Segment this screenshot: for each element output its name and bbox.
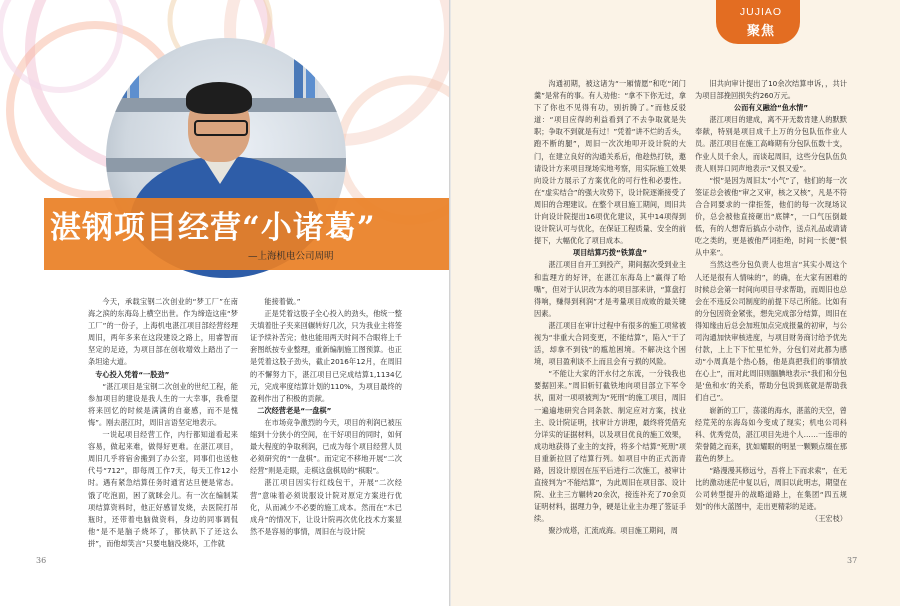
binder (318, 40, 327, 98)
subheading: 二次经营老是“一盘棋” (257, 405, 332, 415)
paragraph: 湛江项目在审计过程中有很多的施工项常被视为“非重大合同变更，不能结算”，陷入“干了活，却拿不到钱”的尴尬困境。不解决这个困境，项目盈利谈不上而且会有亏损的风险。 (534, 320, 686, 367)
paragraph: 聚沙成塔，汇流成海。项目施工期间，周 (548, 526, 678, 536)
paragraph: 能接着做。” (264, 297, 301, 306)
binder (118, 40, 127, 98)
person-glasses (194, 120, 248, 136)
paragraph: 崭新的工厂，荡漾的海水，湛蓝的天空，曾经荒芜的东海岛如今变成了现实；机电公司科科、优秀党员，湛江项目先进个人……一连串的荣誉随之而来，犹如耀眼的明星一颗颗点缀在那蓝色的梦上。 (695, 405, 847, 463)
text-column-2 (250, 296, 402, 538)
paragraph: 沟通初期，被这诸为“一厢情愿”和吃“闭门羹”是常有的事。有人劝他：“拿不下你无过，拿下了你也不见得有功，别折腾了。”而他反驳道：“项目应得的利益看到了不去争取就是失职；争取不到就是有过！”凭着“讲不烂的舌头，跑不断的腿”，周旧一次次地叩开设计院的大门，在建立良好的沟通关系后，他趁热打铁，邀请设计方来项目现场实地考察，用实际施工效果向设计方展示了方案优化的可行性和必要性。在“虚实结合”的强大攻势下，设计院逐渐接受了周旧的合理建议。在整个项目施工期间，周旧共计向设计院提出16项优化建议，其中14项得到设计院认可与优化，在保证工程质量、安全的前提下，大幅优化了项目成本。 (534, 79, 686, 246)
subheading: 专心投入凭着“一股劲” (95, 369, 170, 379)
paragraph: 湛江项目的建成，离不开无数肯建人的默默奉献，特别是项目成千上万的分包队伍作业人员。湛江项目在施工高峰期有分包队伍数十支，作业人员千余人，而谈起周旧，这些分包队伍负责人则异口同声地表示“又恨又爱”。 (695, 115, 847, 173)
person-hair (186, 82, 252, 114)
paragraph: 一说起项目经营工作，内行都知道看起来容易，做起来难，做得好更难。在湛江项目，周旧几乎将宿舍搬到了办公室，同事们也送他代号“712”，即每周工作7天，每天工作12小时。遇有紧急结算任务时通宵达旦便是常态。饿了吃泡面，困了就眯会儿。有一次在编制某项结算资料时，他正好感冒发烧，去医院打吊瓶时，还带着电脑做资料，身边的同事调侃他“是不是脑子烧坏了，都快趴下了还这么拼”，而他却笑言“只要电脑没烧坏，工作就 (88, 430, 238, 548)
page-number: 37 (847, 556, 858, 565)
left-page (0, 0, 449, 606)
paragraph: 旧共向审计提出了10余次结算申诉，，共计为项目部挽回损失约260万元。 (695, 79, 847, 101)
article-byline: —上海机电公司周明 (248, 251, 334, 262)
paragraph: 湛江项目自开工到投产，期间据次受到业主和监理方的好评，在湛江东海岛上“赢得了哈嘴”，但对于认识改为本的项目部来讲，“算盘打得响，赚得到利润”才是考量项目成败的最关键因素。 (534, 260, 686, 318)
paragraph: 湛江项目因实行红线包干，开展“二次经营”意味着必须说服设计院对原定方案进行优化，从而减少不必要的施工成本。然而在“木已成舟”的情况下，让设计院再次优化技术方案显然不是容易的事情，周旧在与设计院 (250, 478, 402, 536)
subheading: 项目结算巧拨“铁算盘” (572, 248, 648, 258)
right-page (451, 0, 900, 606)
binder (294, 40, 303, 98)
subheading: 公而有义融洽“鱼水情” (733, 103, 809, 113)
binder (130, 40, 139, 98)
text-column-3 (534, 78, 686, 538)
paragraph: 当然这些分包负责人也坦言“其实小周这个人还是很有人情味的”，的确，在大家有困难的时候总会第一时间向项目寻求帮助，而周旧也总会在不违反公司制度的前提下尽己所能。比如有的分包因资金紧张，想先完成部分结算，周旧在得知缘由后总会加班加点完成报量的初审，与公司沟通加快审核进度，与项目财务商讨给予优先付款，上上下下忙里忙外，分包们对此都为感动“小周真是个热心肠，他是真把我们的事情放在心上”，而对此周旧则腼腆地表示“我们和分包是‘鱼和水’的关系，帮助分包说到底就是帮助我们自己”。 (695, 260, 847, 403)
section-tab-cn: 聚焦 (746, 24, 775, 39)
paragraph: “湛江项目是宝钢二次创业的世纪工程，能参加项目的建设是我人生的一大幸事，我希望将来回忆的时候是满满的自豪感，而不是愧悔”。刚去湛江时，周旧言语坚定地表示。 (88, 381, 238, 427)
section-tab-en: JUJIAO (739, 6, 783, 18)
paragraph: 正是凭着这股子全心投入的劲头，他统一整天填着肚子夹来回辗转好几次，只为我业主将签证予续补苦完；他也能用两天时间不合眼将上千套图纸按专业整理，重新编制施工图预算。也正是凭着这股子劲头，截止2016年12月，在周旧的不懈努力下，湛江项目已完成结算1,1134亿元，完成率度结算计划的110%，为项目最终的盈利作出了积极的贡献。 (250, 309, 402, 403)
paragraph: 今天，承载宝钢二次创业的“梦工厂”在南海之滨的东海岛上横空出世。作为缔造这座“梦工厂”的一份子，上海机电湛江项目部经营经理周旧，两年多来在这段建设之路上，用睿智而坚定的足迹，为项目部在创收增效上踏出了一条坦途大道。 (88, 297, 238, 367)
text-column-4 (695, 78, 847, 525)
paragraph: 在市场竞争激烈的今天，项目的利润已被压缩到十分狭小的空间，在干好项目的同时，如何最大程度的争取利润，已成为每个项目经营人员必须研究的“一盘棋”。而定定不移地开展“二次经营”则是走眼，走棋这盘棋局的“棋眼”。 (250, 417, 402, 476)
binder (306, 40, 315, 98)
paragraph: “路漫漫其修远兮，吾将上下而求索”，在无比的激动迷茫中复以后，周旧以此明志，期望在公司转型提升的战略道路上，在集团“四五规划”的伟大蓝图中，走出更精彩的足迹。 (695, 466, 847, 512)
page-number: 36 (36, 556, 47, 565)
text-column-1 (88, 296, 238, 550)
author-signature: （王宏枝） (811, 514, 847, 524)
paragraph: “不能让大家的汗水付之东流，一分钱我也要据回来。”周旧斩钉截铁地向项目部立下军令状，面对一项项被判为“死刑”的施工项目，周旧一遍遍地研究合同条款、制定应对方案，找业主、设计院证明，找审计方讲理，最终将凭借充分详实的证据材料，以及项目优良的施工效果，成功地获得了业主的支持，将多个结算“死刑”项目重新拉回了结算行列。如项目中的正式沥青路，因设计原因在压平后进行二次施工，被审计直接判为“不能结算”，为此周旧在项目部、设计院、业主三方辗转20余次，接连补充了70余页证明材料，据理力争，硬是让业主办理了签证手续。 (534, 369, 686, 524)
paragraph: “恨”是因为周旧太“小气”了，他们的每一次签证总会被他“审之又审，核之又核”，凡是不符合合同要求的一律拒签，他们的每一次现场议价，总会被他直接砸出“底牌”，一口气压倒最低，有的人想背后搞点小动作，送点礼品或请请吃之类的，更是被他严词拒绝，时间一长便“恨从中来”。 (695, 175, 847, 258)
article-title: 湛钢项目经营“小诸葛” (50, 210, 376, 246)
